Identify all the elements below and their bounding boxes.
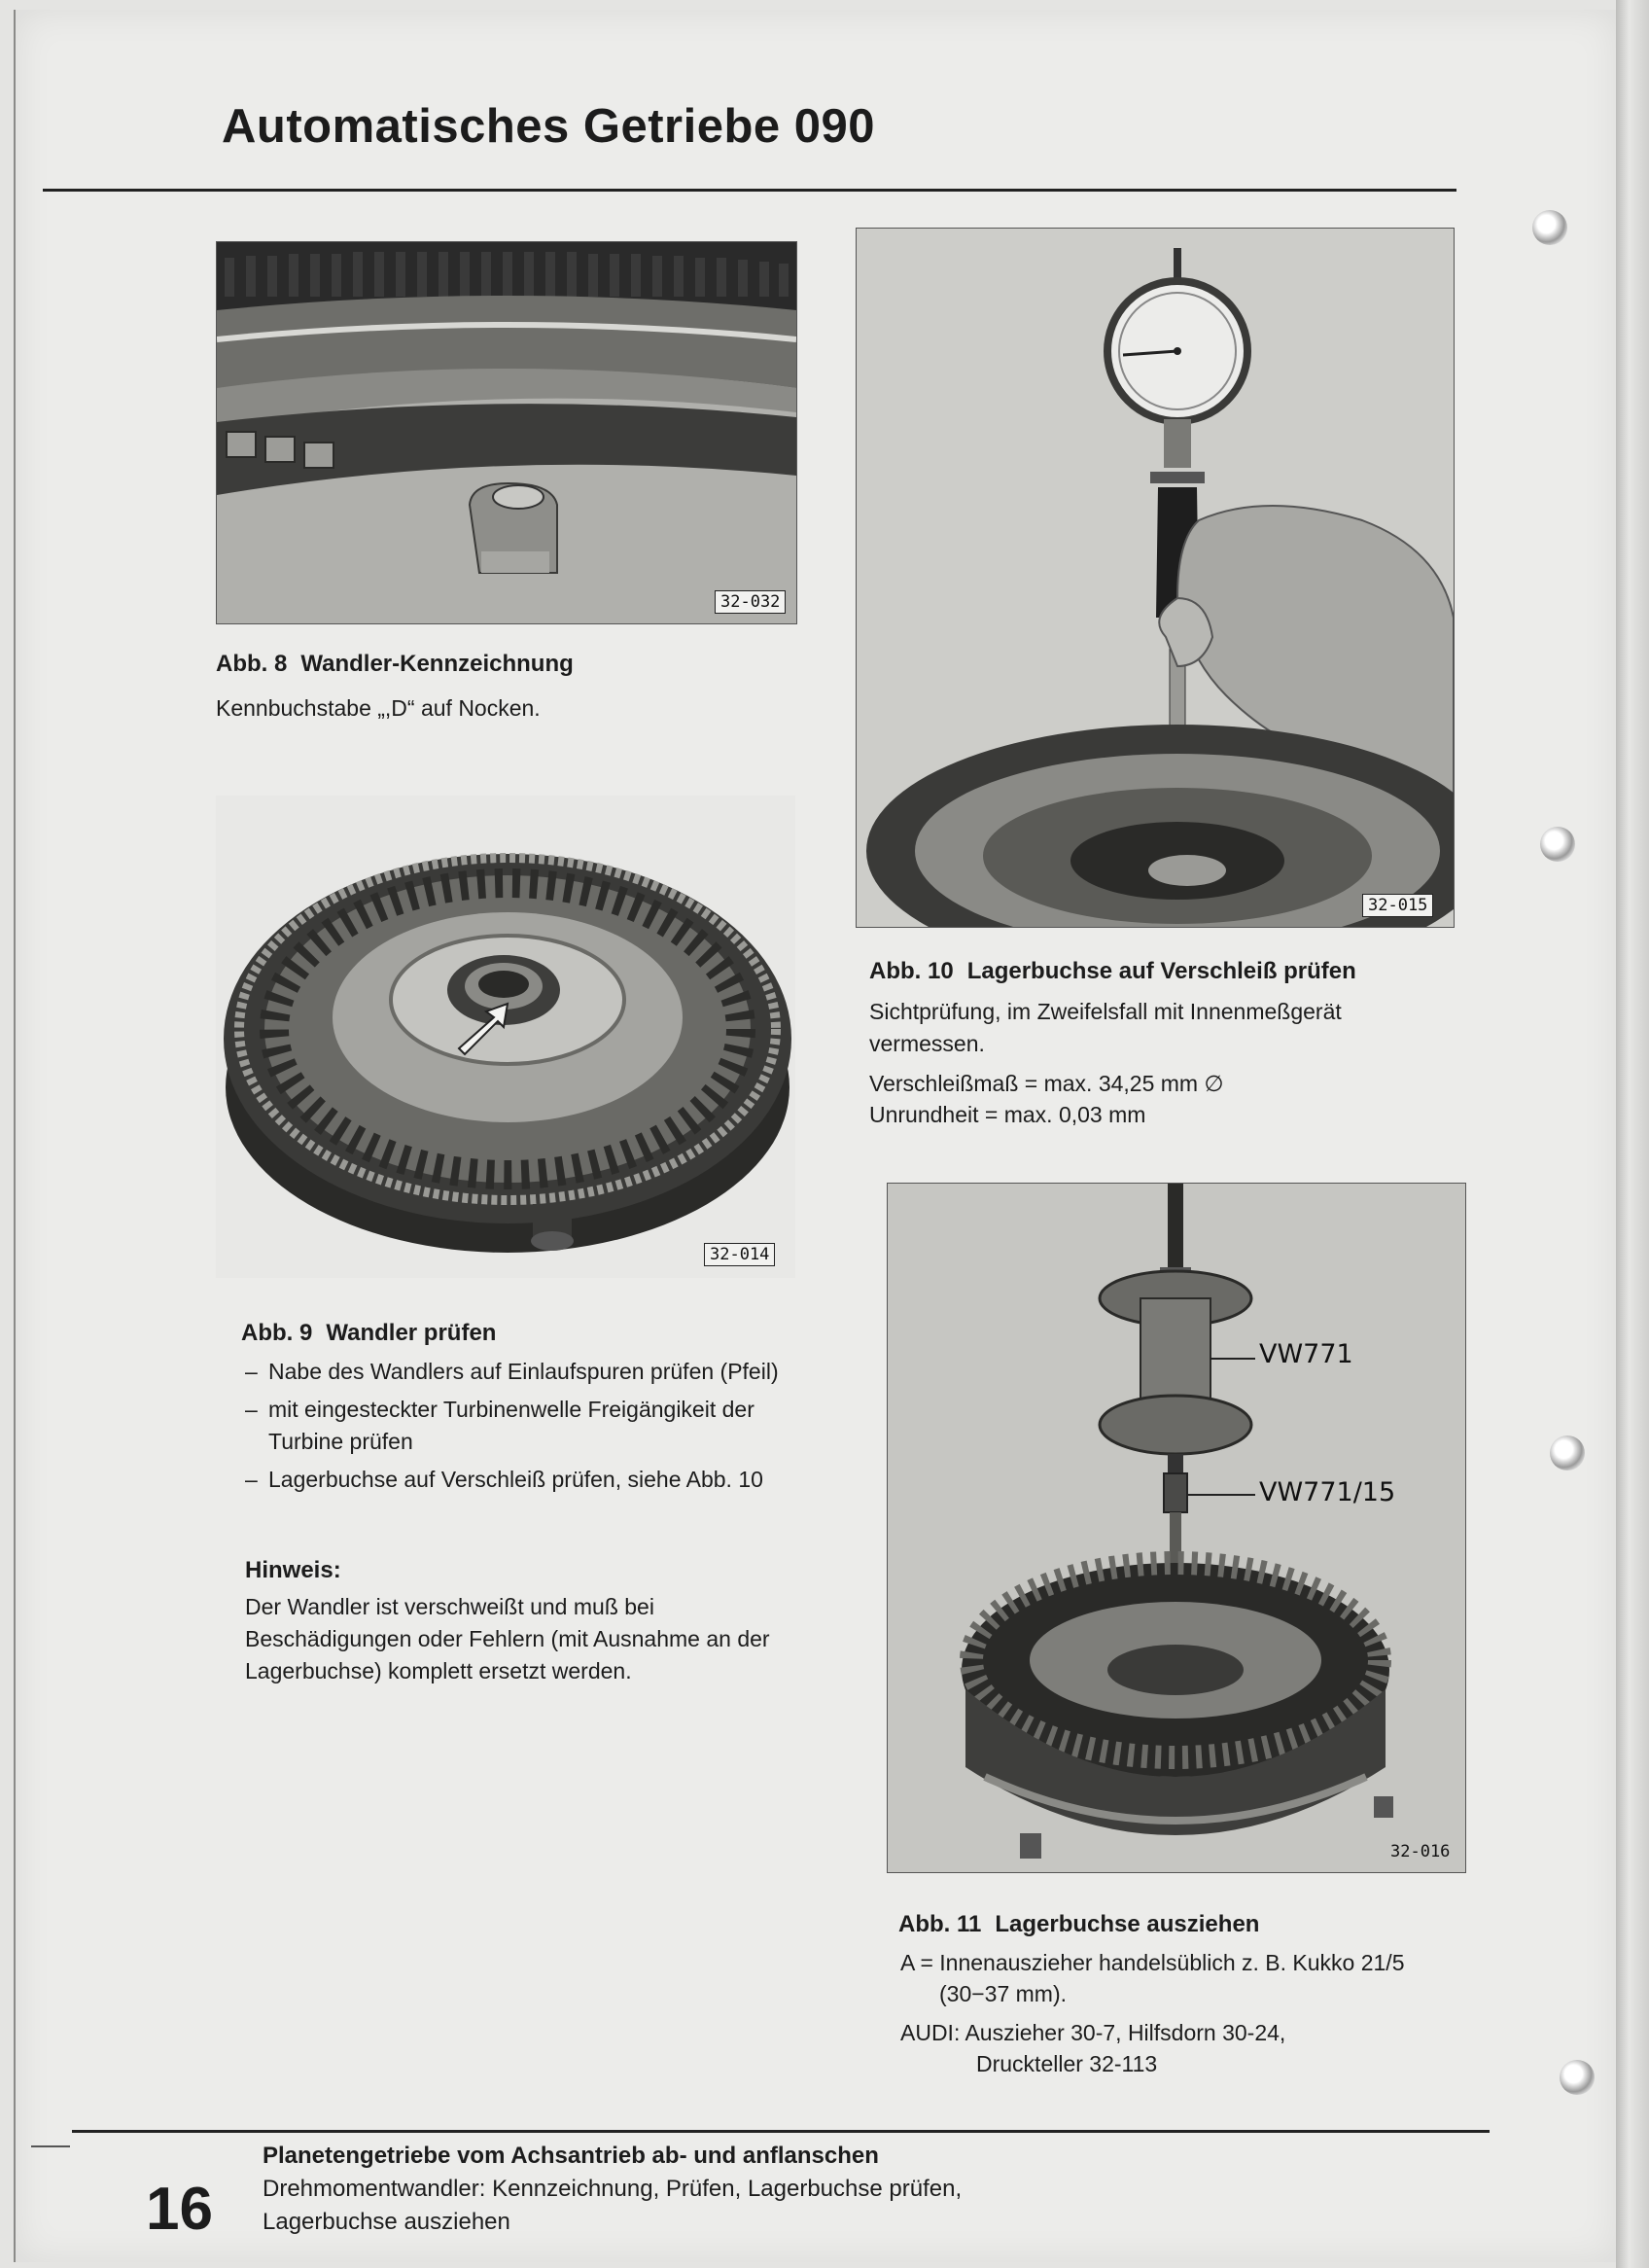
- fig9-title: Wandler prüfen: [326, 1320, 497, 1346]
- fig11-text-1b: (30−37 mm).: [939, 1981, 1068, 2006]
- manual-page: [14, 10, 1618, 2262]
- fig9-checklist: [245, 1356, 789, 1502]
- fig8-text: Kennbuchstabe „,D“ auf Nocken.: [216, 695, 541, 721]
- converter-closeup-image: [217, 242, 796, 623]
- binder-hole: [1550, 1435, 1585, 1471]
- fig11-text-2b: Druckteller 32-113: [976, 2051, 1158, 2076]
- dial-gauge-image: [857, 229, 1454, 927]
- fig9-abb-label: Abb. 9: [241, 1320, 313, 1346]
- footer-rule-short: [31, 2145, 70, 2147]
- fig10-text-3: Unrundheit = max. 0,03 mm: [869, 1102, 1146, 1127]
- fig11-title: Lagerbuchse ausziehen: [995, 1911, 1260, 1937]
- fig11-text-1a: A = Innenauszieher handelsüblich z. B. Kukko 21/5: [900, 1950, 1405, 1975]
- fig11-id-tag: 32-016: [1390, 1842, 1451, 1861]
- binder-hole: [1540, 827, 1575, 862]
- fig10-text-2: Verschleißmaß = max. 34,25 mm ∅: [869, 1071, 1224, 1096]
- page-edge: [1616, 0, 1649, 2268]
- fig9-caption: [241, 1317, 496, 1350]
- torque-converter-image: [216, 796, 795, 1278]
- page-number: 16: [146, 2176, 213, 2243]
- header-rule: [43, 189, 1456, 192]
- fig11-caption: [898, 1908, 1259, 1941]
- fig10-abb-label: Abb. 10: [869, 958, 954, 984]
- footer-line-2: Lagerbuchse ausziehen: [263, 2209, 510, 2235]
- footer-line-1: Drehmomentwandler: Kennzeichnung, Prüfen, Lagerbuchse prüfen,: [263, 2176, 963, 2202]
- fig11-abb-label: Abb. 11: [898, 1911, 982, 1937]
- fig8-caption: [216, 648, 574, 681]
- page-title: Automatisches Getriebe 090: [222, 100, 876, 153]
- footer-heading: Planetengetriebe vom Achsantrieb ab- und anflanschen: [263, 2143, 879, 2169]
- list-item: – mit eingesteckter Turbinenwelle Freigängikeit der Turbine prüfen: [245, 1394, 789, 1458]
- binder-hole: [1560, 2060, 1595, 2095]
- list-item: – Lagerbuchse auf Verschleiß prüfen, siehe Abb. 10: [245, 1464, 789, 1496]
- list-item: – Nabe des Wandlers auf Einlaufspuren prüfen (Pfeil): [245, 1356, 789, 1388]
- note-heading: Hinweis:: [245, 1557, 341, 1583]
- fig9-id-tag: 32-014: [704, 1243, 775, 1266]
- fig8-abb-label: Abb. 8: [216, 651, 288, 677]
- footer-block: [263, 2140, 962, 2239]
- fig10-caption: [869, 955, 1356, 988]
- vw771-label: VW771: [1259, 1339, 1353, 1369]
- binder-hole: [1532, 210, 1567, 245]
- vw771-15-label: VW771/15: [1259, 1477, 1396, 1507]
- extractor-image: [888, 1184, 1465, 1872]
- fig9-photo: [216, 796, 795, 1278]
- note-text: Der Wandler ist verschweißt und muß bei Beschädigungen oder Fehlern (mit Ausnahme an der Lagerbuchse) komplett ersetzt werden.: [245, 1594, 770, 1683]
- fig11-photo: [887, 1183, 1466, 1873]
- fig8-title: Wandler-Kennzeichnung: [300, 651, 574, 677]
- fig10-title: Lagerbuchse auf Verschleiß prüfen: [966, 958, 1356, 984]
- fig8-id-tag: 32-032: [715, 590, 786, 614]
- fig8-photo: [216, 241, 797, 624]
- fig10-id-tag: 32-015: [1362, 894, 1433, 917]
- fig11-text-2a: AUDI: Auszieher 30-7, Hilfsdorn 30-24,: [900, 2020, 1286, 2045]
- fig10-text-1: Sichtprüfung, im Zweifelsfall mit Innenmeßgerät vermessen.: [869, 999, 1342, 1056]
- footer-rule: [72, 2130, 1490, 2133]
- fig10-photo: [856, 228, 1455, 928]
